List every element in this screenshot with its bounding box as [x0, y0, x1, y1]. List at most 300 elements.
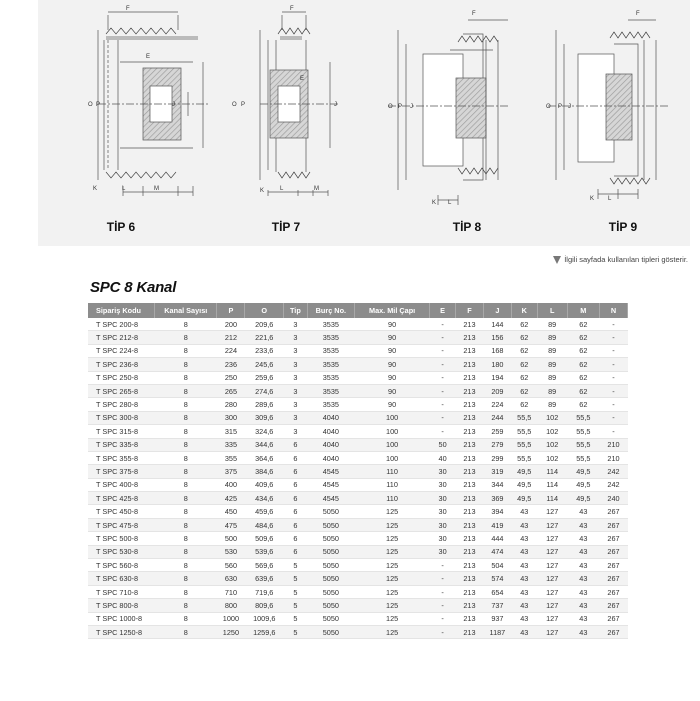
- table-cell: 8: [155, 532, 217, 545]
- table-cell: 267: [599, 545, 627, 558]
- table-cell: 30: [430, 505, 456, 518]
- table-cell: 110: [355, 465, 430, 478]
- column-header: Burç No.: [307, 303, 354, 318]
- table-cell: 1259,6: [245, 625, 284, 638]
- table-cell: 5: [284, 585, 308, 598]
- table-cell: 574: [483, 572, 511, 585]
- table-cell: 5050: [307, 585, 354, 598]
- table-cell: -: [430, 559, 456, 572]
- table-cell: 8: [155, 344, 217, 357]
- table-cell: 30: [430, 492, 456, 505]
- table-cell: -: [430, 318, 456, 331]
- table-cell: 250: [217, 371, 245, 384]
- table-cell: 125: [355, 505, 430, 518]
- tip8-dim-l: L: [448, 200, 452, 206]
- table-cell: T SPC 560-8: [88, 559, 155, 572]
- table-cell: 4040: [307, 451, 354, 464]
- table-cell: 639,6: [245, 572, 284, 585]
- table-cell: 8: [155, 438, 217, 451]
- table-cell: 5050: [307, 625, 354, 638]
- table-cell: 375: [217, 465, 245, 478]
- table-cell: 3535: [307, 318, 354, 331]
- table-row: [88, 478, 628, 491]
- table-cell: 937: [483, 612, 511, 625]
- table-cell: -: [430, 384, 456, 397]
- table-row: [88, 344, 628, 357]
- table-cell: 265: [217, 384, 245, 397]
- table-cell: 62: [511, 398, 537, 411]
- table-cell: 127: [537, 518, 567, 531]
- table-cell: 344,6: [245, 438, 284, 451]
- table-cell: 90: [355, 371, 430, 384]
- table-cell: 3: [284, 398, 308, 411]
- table-cell: 210: [599, 438, 627, 451]
- table-cell: -: [599, 411, 627, 424]
- table-cell: 30: [430, 545, 456, 558]
- table-cell: 127: [537, 559, 567, 572]
- table-cell: 8: [155, 585, 217, 598]
- table-cell: 90: [355, 384, 430, 397]
- column-header: P: [217, 303, 245, 318]
- table-cell: 200: [217, 318, 245, 331]
- table-cell: -: [599, 358, 627, 371]
- table-cell: 267: [599, 612, 627, 625]
- table-cell: T SPC 400-8: [88, 478, 155, 491]
- table-cell: 62: [567, 331, 599, 344]
- table-cell: 49,5: [511, 465, 537, 478]
- table-cell: T SPC 630-8: [88, 572, 155, 585]
- table-cell: 8: [155, 478, 217, 491]
- tip7-dim-j: J: [334, 102, 337, 108]
- tip9-dim-j: J: [568, 104, 571, 110]
- table-cell: 4545: [307, 465, 354, 478]
- table-cell: 5050: [307, 572, 354, 585]
- table-cell: 8: [155, 425, 217, 438]
- table-cell: 55,5: [511, 411, 537, 424]
- table-cell: T SPC 236-8: [88, 358, 155, 371]
- tip9-dim-l: L: [608, 196, 612, 202]
- column-header: Max. Mil Çapı: [355, 303, 430, 318]
- table-cell: 1000: [217, 612, 245, 625]
- table-cell: 127: [537, 599, 567, 612]
- table-cell: 244: [483, 411, 511, 424]
- table-cell: 3535: [307, 384, 354, 397]
- pulley-drawings: [38, 0, 690, 246]
- table-cell: 213: [456, 465, 484, 478]
- table-cell: 43: [567, 625, 599, 638]
- table-cell: 6: [284, 438, 308, 451]
- table-cell: 8: [155, 451, 217, 464]
- table-cell: 434,6: [245, 492, 284, 505]
- table-cell: T SPC 355-8: [88, 451, 155, 464]
- table-cell: 62: [567, 358, 599, 371]
- table-cell: 8: [155, 358, 217, 371]
- table-cell: 3: [284, 358, 308, 371]
- tip6-dim-j: J: [172, 102, 175, 108]
- table-cell: 240: [599, 492, 627, 505]
- table-cell: 8: [155, 384, 217, 397]
- table-cell: 3: [284, 331, 308, 344]
- table-cell: 125: [355, 599, 430, 612]
- table-cell: 213: [456, 425, 484, 438]
- table-cell: 90: [355, 358, 430, 371]
- table-cell: 213: [456, 358, 484, 371]
- table-cell: 213: [456, 331, 484, 344]
- table-cell: 30: [430, 465, 456, 478]
- tip6-dim-k: K: [93, 186, 98, 192]
- table-cell: 209,6: [245, 318, 284, 331]
- table-cell: 530: [217, 545, 245, 558]
- table-cell: 3: [284, 411, 308, 424]
- table-cell: 55,5: [567, 438, 599, 451]
- table-cell: 156: [483, 331, 511, 344]
- table-cell: 125: [355, 518, 430, 531]
- table-cell: 90: [355, 344, 430, 357]
- table-cell: 409,6: [245, 478, 284, 491]
- table-cell: 213: [456, 612, 484, 625]
- table-cell: 425: [217, 492, 245, 505]
- table-cell: 43: [567, 599, 599, 612]
- table-cell: 62: [511, 318, 537, 331]
- table-cell: -: [430, 612, 456, 625]
- tip7-dim-o: O: [232, 102, 237, 108]
- table-cell: 474: [483, 545, 511, 558]
- table-cell: 8: [155, 518, 217, 531]
- table-cell: T SPC 710-8: [88, 585, 155, 598]
- table-cell: 213: [456, 371, 484, 384]
- table-row: [88, 358, 628, 371]
- table-cell: 8: [155, 318, 217, 331]
- tip7-dim-f: F: [290, 6, 294, 12]
- table-cell: 4040: [307, 425, 354, 438]
- table-cell: 125: [355, 545, 430, 558]
- table-cell: -: [430, 572, 456, 585]
- table-cell: 809,6: [245, 599, 284, 612]
- table-cell: 3: [284, 384, 308, 397]
- table-cell: 5050: [307, 612, 354, 625]
- table-cell: 259,6: [245, 371, 284, 384]
- table-cell: 49,5: [567, 465, 599, 478]
- table-cell: -: [430, 599, 456, 612]
- table-cell: 6: [284, 465, 308, 478]
- table-cell: 43: [567, 585, 599, 598]
- table-cell: 43: [567, 572, 599, 585]
- table-row: [88, 585, 628, 598]
- table-cell: T SPC 335-8: [88, 438, 155, 451]
- table-cell: 719,6: [245, 585, 284, 598]
- table-cell: 280: [217, 398, 245, 411]
- column-header: Tip: [284, 303, 308, 318]
- table-cell: 90: [355, 331, 430, 344]
- table-cell: 89: [537, 384, 567, 397]
- table-row: [88, 411, 628, 424]
- table-cell: 100: [355, 438, 430, 451]
- table-cell: 55,5: [567, 411, 599, 424]
- table-cell: 43: [511, 518, 537, 531]
- technical-drawings-panel: [38, 0, 690, 246]
- column-header: J: [483, 303, 511, 318]
- table-cell: 1009,6: [245, 612, 284, 625]
- table-cell: -: [599, 384, 627, 397]
- table-cell: 8: [155, 465, 217, 478]
- table-row: [88, 465, 628, 478]
- tip7-dim-m: M: [314, 186, 319, 192]
- table-cell: T SPC 224-8: [88, 344, 155, 357]
- table-cell: 8: [155, 331, 217, 344]
- table-cell: T SPC 265-8: [88, 384, 155, 397]
- table-cell: 213: [456, 438, 484, 451]
- table-cell: 6: [284, 451, 308, 464]
- table-cell: T SPC 315-8: [88, 425, 155, 438]
- tip6-dim-f: F: [126, 6, 130, 12]
- table-cell: 62: [567, 318, 599, 331]
- tip8-dim-j: J: [410, 104, 413, 110]
- table-cell: 8: [155, 398, 217, 411]
- table-row: [88, 532, 628, 545]
- tip6-dim-p: P: [96, 102, 101, 108]
- table-cell: 125: [355, 612, 430, 625]
- table-cell: 6: [284, 505, 308, 518]
- table-cell: 444: [483, 532, 511, 545]
- table-cell: 6: [284, 545, 308, 558]
- table-cell: 344: [483, 478, 511, 491]
- tip8-dim-p: P: [398, 104, 403, 110]
- table-cell: 569,6: [245, 559, 284, 572]
- table-cell: 125: [355, 625, 430, 638]
- table-cell: 55,5: [567, 451, 599, 464]
- table-cell: 509,6: [245, 532, 284, 545]
- table-cell: 459,6: [245, 505, 284, 518]
- table-cell: 450: [217, 505, 245, 518]
- table-cell: 319: [483, 465, 511, 478]
- table-cell: 168: [483, 344, 511, 357]
- table-cell: 213: [456, 505, 484, 518]
- table-cell: 43: [567, 545, 599, 558]
- table-row: [88, 384, 628, 397]
- table-cell: 355: [217, 451, 245, 464]
- table-cell: 8: [155, 599, 217, 612]
- table-cell: 213: [456, 625, 484, 638]
- table-cell: 127: [537, 505, 567, 518]
- table-cell: 5050: [307, 532, 354, 545]
- table-cell: 233,6: [245, 344, 284, 357]
- table-cell: 5050: [307, 559, 354, 572]
- table-cell: 213: [456, 398, 484, 411]
- table-cell: -: [430, 331, 456, 344]
- table-cell: 3535: [307, 331, 354, 344]
- table-cell: 267: [599, 572, 627, 585]
- table-cell: 259: [483, 425, 511, 438]
- table-cell: T SPC 425-8: [88, 492, 155, 505]
- table-cell: 62: [511, 371, 537, 384]
- table-cell: 1187: [483, 625, 511, 638]
- table-cell: 49,5: [567, 478, 599, 491]
- column-header: Kanal Sayısı: [155, 303, 217, 318]
- table-cell: 114: [537, 465, 567, 478]
- tip7-dim-l: L: [280, 186, 284, 192]
- table-cell: 62: [511, 358, 537, 371]
- table-cell: 213: [456, 492, 484, 505]
- table-cell: 127: [537, 612, 567, 625]
- table-cell: 89: [537, 344, 567, 357]
- table-cell: 110: [355, 478, 430, 491]
- table-cell: 500: [217, 532, 245, 545]
- table-cell: 6: [284, 492, 308, 505]
- table-row: [88, 398, 628, 411]
- table-cell: T SPC 1000-8: [88, 612, 155, 625]
- table-cell: 324,6: [245, 425, 284, 438]
- tip8-dim-o: O: [388, 104, 393, 110]
- triangle-marker-icon: [553, 256, 561, 264]
- table-cell: 127: [537, 625, 567, 638]
- table-cell: 6: [284, 532, 308, 545]
- table-cell: 5050: [307, 505, 354, 518]
- table-body: [88, 318, 628, 639]
- table-cell: 55,5: [511, 451, 537, 464]
- table-cell: 55,5: [567, 425, 599, 438]
- table-cell: 43: [567, 505, 599, 518]
- tip7-dim-k: K: [260, 188, 265, 194]
- table-cell: 6: [284, 518, 308, 531]
- tip9-dim-o: O: [546, 104, 551, 110]
- tip9-dim-p: P: [558, 104, 563, 110]
- table-cell: 3535: [307, 398, 354, 411]
- table-cell: 100: [355, 411, 430, 424]
- tip6-dim-e: E: [146, 54, 151, 60]
- table-cell: 210: [599, 451, 627, 464]
- table-cell: -: [599, 331, 627, 344]
- table-cell: 89: [537, 318, 567, 331]
- table-cell: 62: [511, 344, 537, 357]
- table-cell: 3: [284, 425, 308, 438]
- table-cell: 62: [567, 384, 599, 397]
- table-cell: 267: [599, 518, 627, 531]
- table-cell: T SPC 500-8: [88, 532, 155, 545]
- table-cell: 62: [511, 384, 537, 397]
- table-cell: 419: [483, 518, 511, 531]
- table-row: [88, 559, 628, 572]
- table-cell: 267: [599, 599, 627, 612]
- table-cell: 4545: [307, 478, 354, 491]
- table-cell: 213: [456, 572, 484, 585]
- table-cell: 55,5: [511, 425, 537, 438]
- table-cell: 224: [217, 344, 245, 357]
- table-cell: 43: [567, 532, 599, 545]
- table-row: [88, 612, 628, 625]
- column-header: N: [599, 303, 627, 318]
- tip7-label: TİP 7: [271, 220, 301, 234]
- table-cell: 8: [155, 625, 217, 638]
- table-cell: 90: [355, 398, 430, 411]
- table-cell: 43: [511, 625, 537, 638]
- table-cell: 50: [430, 438, 456, 451]
- table-cell: 144: [483, 318, 511, 331]
- table-cell: 213: [456, 585, 484, 598]
- column-header: M: [567, 303, 599, 318]
- table-cell: 267: [599, 559, 627, 572]
- table-cell: 43: [511, 612, 537, 625]
- table-cell: 384,6: [245, 465, 284, 478]
- tip8-label: TİP 8: [452, 220, 482, 234]
- table-cell: 364,6: [245, 451, 284, 464]
- table-cell: T SPC 300-8: [88, 411, 155, 424]
- table-cell: 212: [217, 331, 245, 344]
- table-cell: 30: [430, 518, 456, 531]
- table-cell: T SPC 530-8: [88, 545, 155, 558]
- table-cell: 89: [537, 398, 567, 411]
- table-cell: 89: [537, 358, 567, 371]
- table-cell: 504: [483, 559, 511, 572]
- table-cell: T SPC 800-8: [88, 599, 155, 612]
- table-cell: 213: [456, 532, 484, 545]
- table-cell: 213: [456, 599, 484, 612]
- table-row: [88, 438, 628, 451]
- table-cell: -: [430, 625, 456, 638]
- table-row: [88, 625, 628, 638]
- table-cell: 213: [456, 559, 484, 572]
- table-row: [88, 371, 628, 384]
- table-cell: 8: [155, 371, 217, 384]
- table-cell: 267: [599, 625, 627, 638]
- table-cell: 125: [355, 559, 430, 572]
- table-row: [88, 331, 628, 344]
- table-cell: 560: [217, 559, 245, 572]
- tip8-dim-f: F: [472, 11, 476, 17]
- table-cell: 5050: [307, 518, 354, 531]
- table-cell: 3: [284, 318, 308, 331]
- table-cell: 194: [483, 371, 511, 384]
- table-cell: 102: [537, 425, 567, 438]
- table-cell: 49,5: [511, 478, 537, 491]
- table-cell: 43: [511, 505, 537, 518]
- table-cell: 8: [155, 505, 217, 518]
- table-cell: 127: [537, 585, 567, 598]
- table-cell: -: [430, 398, 456, 411]
- table-cell: 62: [567, 344, 599, 357]
- table-row: [88, 318, 628, 331]
- table-cell: 8: [155, 411, 217, 424]
- table-cell: 3535: [307, 358, 354, 371]
- table-header-row: [88, 303, 628, 318]
- tip6-dim-l: L: [122, 186, 126, 192]
- tip6-label: TİP 6: [106, 220, 136, 234]
- table-cell: 3535: [307, 344, 354, 357]
- table-cell: 43: [511, 572, 537, 585]
- table-cell: 127: [537, 572, 567, 585]
- table-cell: 8: [155, 572, 217, 585]
- table-cell: -: [599, 318, 627, 331]
- column-header: Sipariş Kodu: [88, 303, 155, 318]
- table-cell: 5050: [307, 599, 354, 612]
- table-row: [88, 492, 628, 505]
- table-cell: 213: [456, 411, 484, 424]
- table-cell: 30: [430, 478, 456, 491]
- table-cell: 43: [567, 612, 599, 625]
- tip7-dim-e: E: [300, 76, 305, 82]
- table-cell: 30: [430, 532, 456, 545]
- table-cell: T SPC 280-8: [88, 398, 155, 411]
- tip6-dim-o: O: [88, 102, 93, 108]
- table-cell: T SPC 200-8: [88, 318, 155, 331]
- table-cell: -: [599, 398, 627, 411]
- table-cell: -: [599, 344, 627, 357]
- tip6-drawing: [98, 12, 208, 196]
- spc-8-spec-table: [88, 303, 628, 639]
- table-cell: 242: [599, 478, 627, 491]
- tip9-dim-f: F: [636, 11, 640, 17]
- table-cell: 5: [284, 599, 308, 612]
- table-cell: 8: [155, 612, 217, 625]
